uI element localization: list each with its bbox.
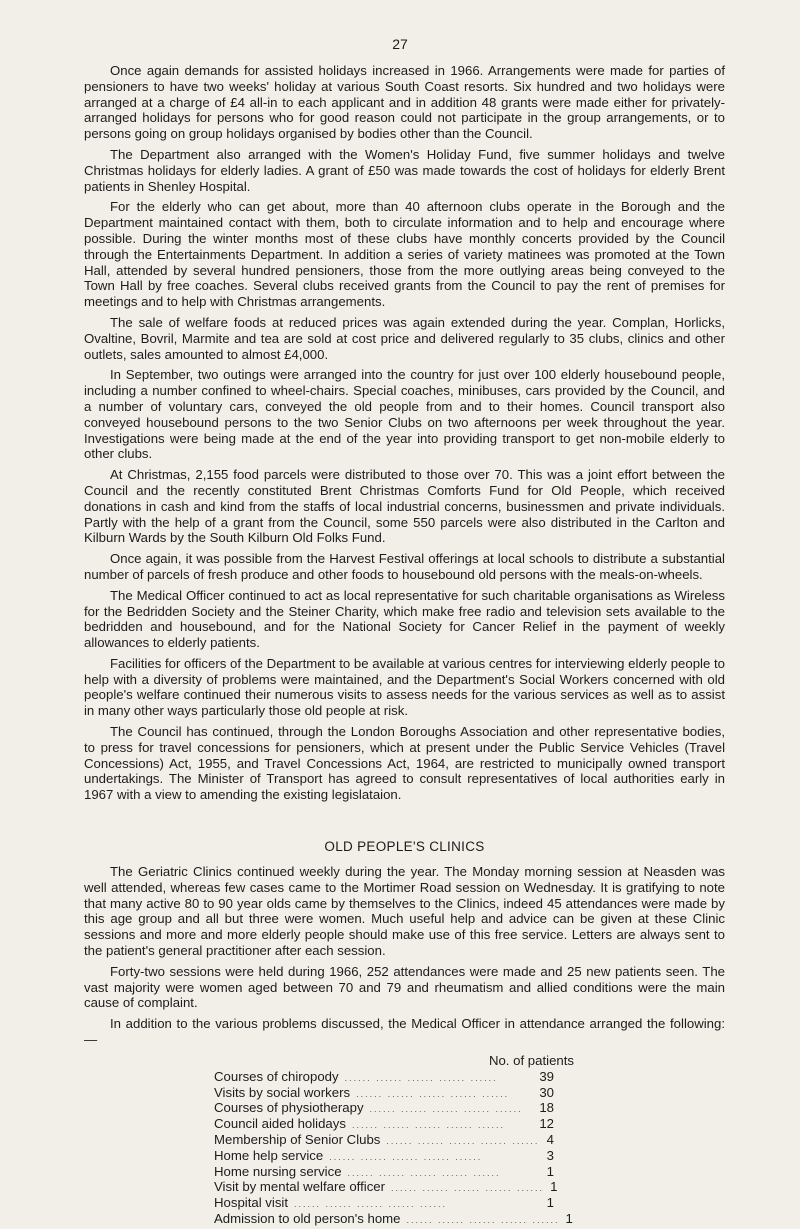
table-row: [214, 1179, 574, 1195]
row-value: 18: [539, 1100, 554, 1116]
row-label: Courses of chiropody: [214, 1068, 339, 1084]
leader-dots: ...... ...... ...... ...... ......: [369, 1104, 523, 1115]
leader-dots: ...... ...... ...... ...... ......: [391, 1183, 545, 1194]
row-label: Visit by mental welfare officer: [214, 1179, 386, 1195]
table-row: [214, 1132, 574, 1148]
table-row: [214, 1164, 574, 1180]
table-row: [214, 1100, 574, 1116]
paragraph: At Christmas, 2,155 food parcels were distributed to those over 70. This was a joint effort between the Council and the recently constituted Brent Christmas Comforts Fund for Old People, which received donations in cash and kind from the staffs of local industrial concerns, businessmen and private individuals. Partly with the help of a grant from the Council, some 550 parcels were also distributed in the Carlton and Kilburn Wards by the South Kilburn Old Folks Fund.: [84, 467, 725, 546]
row-label: Membership of Senior Clubs: [214, 1132, 381, 1148]
table-column-header: No. of patients: [488, 1052, 574, 1068]
table-row: [214, 1116, 574, 1132]
document-body: [84, 63, 725, 1227]
row-label: Home help service: [214, 1147, 324, 1163]
paragraph: In September, two outings were arranged into the country for just over 100 elderly housebound people, including a number confined to wheel-chairs. Special coaches, minibuses, cars provided by the Council, and a number of voluntary cars, conveyed the old people from and to their homes. Council transport also conveyed housebound persons to the two Senior Clubs on two afternoons per week throughout the year. Investigations were being made at the end of the year into providing transport to get non-mobile elderly to other clubs.: [84, 367, 725, 462]
row-value: 30: [539, 1084, 554, 1100]
leader-dots: ...... ...... ...... ...... ......: [344, 1072, 498, 1083]
row-label: Courses of physiotherapy: [214, 1100, 364, 1116]
paragraph: For the elderly who can get about, more than 40 afternoon clubs operate in the Borough and the Department maintained contact with them, both to circulate information and to help and encourage where possible. During the winter months most of these clubs have monthly concerts provided by the Council through the Entertainments Department. In addition a series of variety matinees was promoted at the Town Hall, attended by several hundred pensioners, those from the more outlying areas being conveyed to the Town Hall by free coaches. Several clubs received grants from the Council to pay the rent of premises for meetings and to help with Christmas arrangements.: [84, 199, 725, 310]
paragraph: The sale of welfare foods at reduced prices was again extended during the year. Complan, Horlicks, Ovaltine, Bovril, Marmite and tea are sold at cost price and delivered regularly to 35 clubs, clinics and other outlets, sales amounted to almost £4,000.: [84, 314, 725, 362]
table-row: [214, 1148, 574, 1164]
paragraph: The Medical Officer continued to act as local representative for such charitable organisations as Wireless for the Bedridden Society and the Steiner Charity, which make free radio and television sets available to the bedridden and housebound, and for the National Society for Cancer Relief in the payment of weekly allowances to elderly patients.: [84, 587, 725, 651]
leader-dots: ...... ...... ...... ...... ......: [356, 1088, 510, 1099]
paragraph: Once again, it was possible from the Harvest Festival offerings at local schools to distribute a substantial number of parcels of fresh produce and other foods to housebound old persons with the meals-on-wheels.: [84, 551, 725, 582]
table-row: [214, 1085, 574, 1101]
services-table: [214, 1053, 574, 1227]
table-body: [214, 1069, 574, 1227]
row-label: Hospital visit: [214, 1195, 289, 1211]
row-label: Home nursing service: [214, 1163, 342, 1179]
paragraph: The Geriatric Clinics continued weekly during the year. The Monday morning session at Neasden was well attended, whereas few cases came to the Mortimer Road session on Wednesday. It is gratifying to note that many active 80 to 90 year olds came by themselves to the Clinics, indeed 45 attendances were made by this age group and all but three were women. Much useful help and advice can be given at these Clinic sessions and more and more elderly people should make use of this free service. Letters are always sent to the patient's general practitioner after each session.: [84, 864, 725, 959]
leader-dots: ...... ...... ...... ...... ......: [351, 1120, 505, 1131]
leader-dots: ...... ...... ...... ...... ......: [347, 1167, 501, 1178]
section-heading: OLD PEOPLE'S CLINICS: [324, 839, 485, 855]
row-value: 1: [546, 1163, 554, 1179]
paragraph: Once again demands for assisted holidays increased in 1966. Arrangements were made for parties of pensioners to have two weeks' holiday at various South Coast resorts. Six hundred and two holidays were arranged at a charge of £4 all-in to each applicant and in addition 48 grants were made either for privately-arranged holidays for persons who for good reason could not participate in the group arrangements, or to persons going on group holidays organised by bodies other than the Council.: [84, 63, 725, 142]
row-value: 39: [539, 1068, 554, 1084]
row-value: 4: [546, 1132, 554, 1148]
paragraph: In addition to the various problems discussed, the Medical Officer in attendance arranged the following: —: [84, 1016, 725, 1048]
paragraph: Facilities for officers of the Department to be available at various centres for interviewing elderly people to help with a diversity of problems were maintained, and the Department's Social Workers concerned with old people's welfare continued their numerous visits to assess needs for the various services as well as to assist in many other ways particularly those old people at risk.: [84, 655, 725, 719]
row-value: 3: [546, 1147, 554, 1163]
leader-dots: ...... ...... ...... ...... ......: [406, 1215, 560, 1225]
row-label: Visits by social workers: [214, 1084, 351, 1100]
table-row: [214, 1069, 574, 1085]
row-value: 1: [550, 1179, 558, 1195]
leader-dots: ...... ...... ...... ...... ......: [329, 1151, 483, 1162]
paragraph: Forty-two sessions were held during 1966, 252 attendances were made and 25 new patients seen. The vast majority were women aged between 70 and 79 and rheumatism and allied conditions were the main cause of complaint.: [84, 963, 725, 1011]
table-row: [214, 1211, 574, 1227]
leader-dots: ...... ...... ...... ...... ......: [294, 1199, 448, 1210]
paragraph: The Department also arranged with the Women's Holiday Fund, five summer holidays and twelve Christmas holidays for elderly ladies. A grant of £50 was made towards the cost of holidays for elderly Brent patients in Shenley Hospital.: [84, 146, 725, 194]
row-value: 1: [565, 1211, 573, 1226]
paragraph: The Council has continued, through the London Boroughs Association and other representative bodies, to press for travel concessions for pensioners, which at present under the Public Service Vehicles (Travel Concessions) Act, 1955, and Travel Concessions Act, 1964, are restricted to municipally owned transport undertakings. The Minister of Transport has agreed to consult representatives of local authorities early in 1967 with a view to amending the existing legislataion.: [84, 724, 725, 803]
leader-dots: ...... ...... ...... ...... ......: [386, 1136, 540, 1147]
row-label: Admission to old person's home: [214, 1211, 401, 1226]
row-label: Council aided holidays: [214, 1116, 346, 1132]
row-value: 1: [546, 1195, 554, 1211]
row-value: 12: [539, 1116, 554, 1132]
page-number: 27: [392, 36, 408, 52]
table-row: [214, 1195, 574, 1211]
